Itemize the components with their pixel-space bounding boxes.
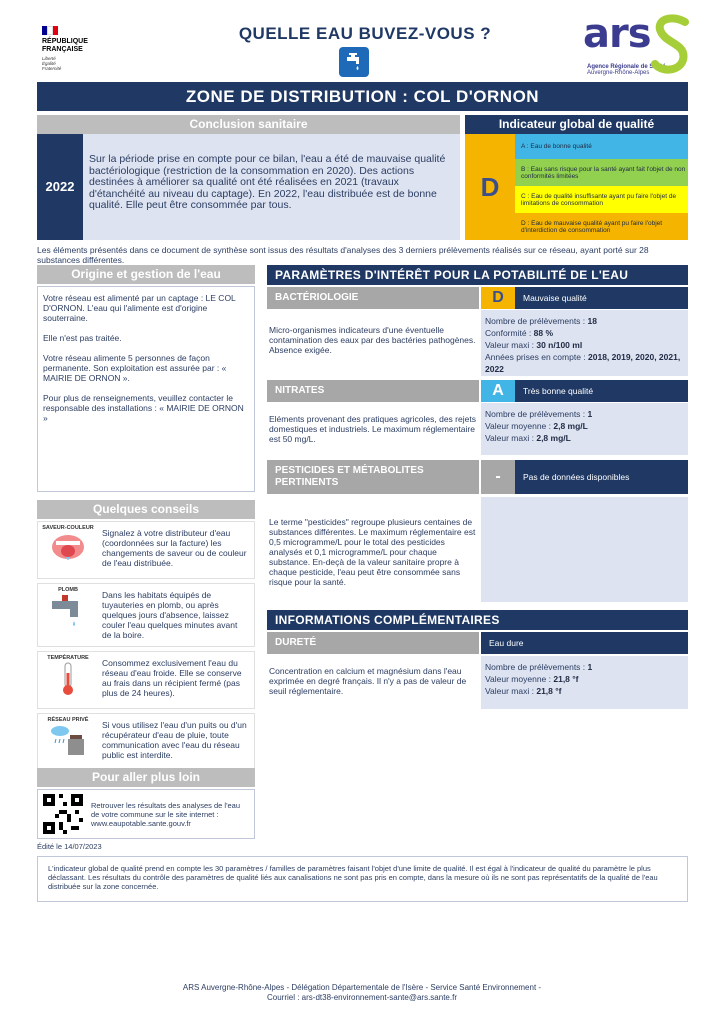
durete-name: DURETÉ	[267, 632, 479, 654]
page-title: QUELLE EAU BUVEZ-VOUS ?	[238, 24, 492, 43]
plomb-icon: PLOMB	[38, 584, 98, 640]
nitrates-name: NITRATES	[267, 380, 479, 402]
rf-line2: FRANÇAISE	[42, 46, 83, 53]
saveur-couleur-icon: SAVEUR-COULEUR	[38, 522, 98, 578]
footer-line1: ARS Auvergne-Rhône-Alpes - Délégation Départementale de l'Isère - Service Santé Environnement -	[182, 983, 542, 992]
rf-line1: RÉPUBLIQUE	[42, 38, 88, 45]
footer-email[interactable]: Courriel : ars-dt38-environnement-sante@ars.sante.fr	[267, 993, 457, 1002]
conclusion-text: Sur la période prise en compte pour ce bilan, l'eau a été de mauvaise qualité bactériologique (restriction de la consommation en 2020). Des actions destinées à améliorer sa qualité ont été réalisées en 2021 (travaux d'étanchéité au niveau du captage). En 2022, l'eau distribuée est de bonne qualité. Elle peut être consommée par tous.	[83, 134, 460, 240]
plus-loin-header: Pour aller plus loin	[37, 768, 255, 787]
origine-p2: Elle n'est pas traitée.	[43, 333, 122, 343]
infos-header: INFORMATIONS COMPLÉMENTAIRES	[267, 610, 688, 630]
parametres-header: PARAMÈTRES D'INTÉRÊT POUR LA POTABILITÉ DE L'EAU	[267, 265, 688, 285]
origine-p4: Pour plus de renseignements, veuillez contacter le responsable des installations : « MAIRIE DE ORNON »	[43, 393, 244, 423]
conseils-header: Quelques conseils	[37, 500, 255, 519]
flag-icon	[42, 26, 58, 35]
indicator-scale	[515, 134, 688, 240]
plus-loin-text: Retrouver les résultats des analyses de l'eau de votre commune sur le site internet : www.eaupotable.sante.gouv.fr	[91, 800, 241, 828]
ars-line1: Agence Régionale de Santé	[587, 64, 666, 70]
origine-p3: Votre réseau alimente 5 personnes de façon permanente. Son exploitation est assurée par : « MAIRIE DE ORNON ».	[43, 353, 227, 383]
footer	[100, 983, 624, 1003]
nitrates-label: Très bonne qualité	[515, 380, 688, 402]
indicator-level-d: D : Eau de mauvaise qualité ayant pu faire l'objet d'interdiction de consommation	[515, 213, 688, 240]
durete-label: Eau dure	[481, 632, 688, 654]
ars-logo: ars Agence Régionale de Santé Auvergne-Rhône-Alpes	[583, 14, 693, 84]
conseil-saveur-text: Signalez à votre distributeur d'eau (coordonnées sur la facture) les changements de saveur ou de couleur de l'eau distribuée.	[102, 528, 247, 568]
durete-values: Nombre de prélèvements : 1 Valeur moyenne : 21,8 °f Valeur maxi : 21,8 °f	[481, 656, 688, 709]
conclusion-header: Conclusion sanitaire	[37, 115, 460, 134]
indicator-grade: D	[480, 171, 500, 202]
bottom-note: L'indicateur global de qualité prend en compte les 30 paramètres / familles de paramètres faisant l'objet d'une limite de qualité. Il est égal à l'indicateur de qualité du paramètre le plus déclassant. Les résultats du contrôle des paramètres de qualité liés aux canalisations ne sont pas pris en compte, dans la mesure où ils ne sont pas représentatifs de la qualité de l'eau distribuée sur la zone concernée.	[37, 856, 688, 902]
conseil-temperature-text: Consommez exclusivement l'eau du réseau d'eau froide. Elle se conserve au frais dans un récipient fermé (pas plus de 24 heures).	[102, 658, 242, 698]
bacterio-grade: D	[481, 287, 515, 309]
republique-francaise-logo	[42, 26, 102, 71]
indicator-level-a: A : Eau de bonne qualité	[515, 134, 688, 159]
nitrates-values: Nombre de prélèvements : 1 Valeur moyenne : 2,8 mg/L Valeur maxi : 2,8 mg/L	[481, 403, 688, 455]
conseil-plomb-text: Dans les habitats équipés de tuyauteries en plomb, ou après quelques jours d'absence, laissez couler l'eau quelques minutes avant de la boire.	[102, 590, 238, 640]
rf-devise: Liberté Égalité Fraternité	[42, 56, 62, 71]
pesticides-grade: -	[481, 460, 515, 494]
conseil-saveur	[37, 521, 255, 579]
origine-header: Origine et gestion de l'eau	[37, 265, 255, 284]
conseil-reseau-prive-text: Si vous utilisez l'eau d'un puits ou d'un récupérateur d'eau de pluie, toute communication avec l'eau du réseau public est interdite.	[102, 720, 247, 760]
bacterio-values: Nombre de prélèvements : 18 Conformité : 88 % Valeur maxi : 30 n/100 ml Années prises en compte : 2018, 2019, 2020, 2021, 2022	[481, 310, 688, 376]
pesticides-name: PESTICIDES ET MÉTABOLITES PERTINENTS	[267, 460, 479, 494]
pesticides-values	[481, 497, 688, 602]
conseils-list	[37, 521, 255, 771]
conseil-reseau-prive	[37, 713, 255, 771]
origine-box	[37, 286, 255, 492]
ars-line2: Auvergne-Rhône-Alpes	[587, 70, 650, 76]
bacterio-description: Micro-organismes indicateurs d'une éventuelle contamination des eaux par des bactéries pathogènes. Absence exigée.	[269, 325, 476, 355]
conseil-temperature	[37, 651, 255, 709]
intro-text: Les éléments présentés dans ce document de synthèse sont issus des résultats d'analyses des 3 derniers prélèvements réalisés sur ce réseau, ayant porté sur 28 substances différentes.	[37, 245, 649, 265]
indicator-level-c: C : Eau de qualité insuffisante ayant pu faire l'objet de limitations de consommation	[515, 186, 688, 213]
bacterio-label: Mauvaise qualité	[515, 287, 688, 309]
nitrates-grade: A	[481, 380, 515, 402]
well-rain-icon: RÉSEAU PRIVÉ	[38, 714, 98, 770]
conclusion-year: 2022	[37, 134, 83, 240]
indicator-header: Indicateur global de qualité	[465, 115, 688, 134]
water-tap-icon	[339, 47, 369, 77]
nitrates-description: Eléments provenant des pratiques agricoles, des rejets domestiques et industriels. Le maximum réglementaire est 50 mg/L.	[269, 414, 476, 444]
pesticides-label: Pas de données disponibles	[515, 460, 688, 494]
pesticides-description: Le terme "pesticides" regroupe plusieurs centaines de substances différentes. Le maximum réglementaire est 0,5 microgramme/L pour le total des pesticides analysés et 0,1 microgramme/L pour chaque substance. En-deçà de la valeur sanitaire propre à chaque pesticide, l'eau peut être consommée sans risque pour la santé.	[269, 517, 476, 587]
plus-loin-box	[37, 789, 255, 839]
indicator-level-b: B : Eau sans risque pour la santé ayant fait l'objet de non conformités limitées	[515, 159, 688, 186]
thermometer-icon: TEMPÉRATURE	[38, 652, 98, 708]
indicator-grade-box	[465, 134, 515, 240]
qr-code-icon[interactable]	[43, 794, 83, 834]
conseil-plomb	[37, 583, 255, 647]
zone-title: ZONE DE DISTRIBUTION : COL D'ORNON	[37, 82, 688, 111]
bacterio-name: BACTÉRIOLOGIE	[267, 287, 479, 309]
origine-p1: Votre réseau est alimenté par un captage : LE COL D'ORNON. L'eau qui l'alimente est d'origine souterraine.	[43, 293, 236, 323]
edited-date: Édité le 14/07/2023	[37, 842, 102, 851]
durete-description: Concentration en calcium et magnésium dans l'eau exprimée en degré français. Il n'y a pas de valeur de seuil réglementaire.	[269, 666, 467, 696]
